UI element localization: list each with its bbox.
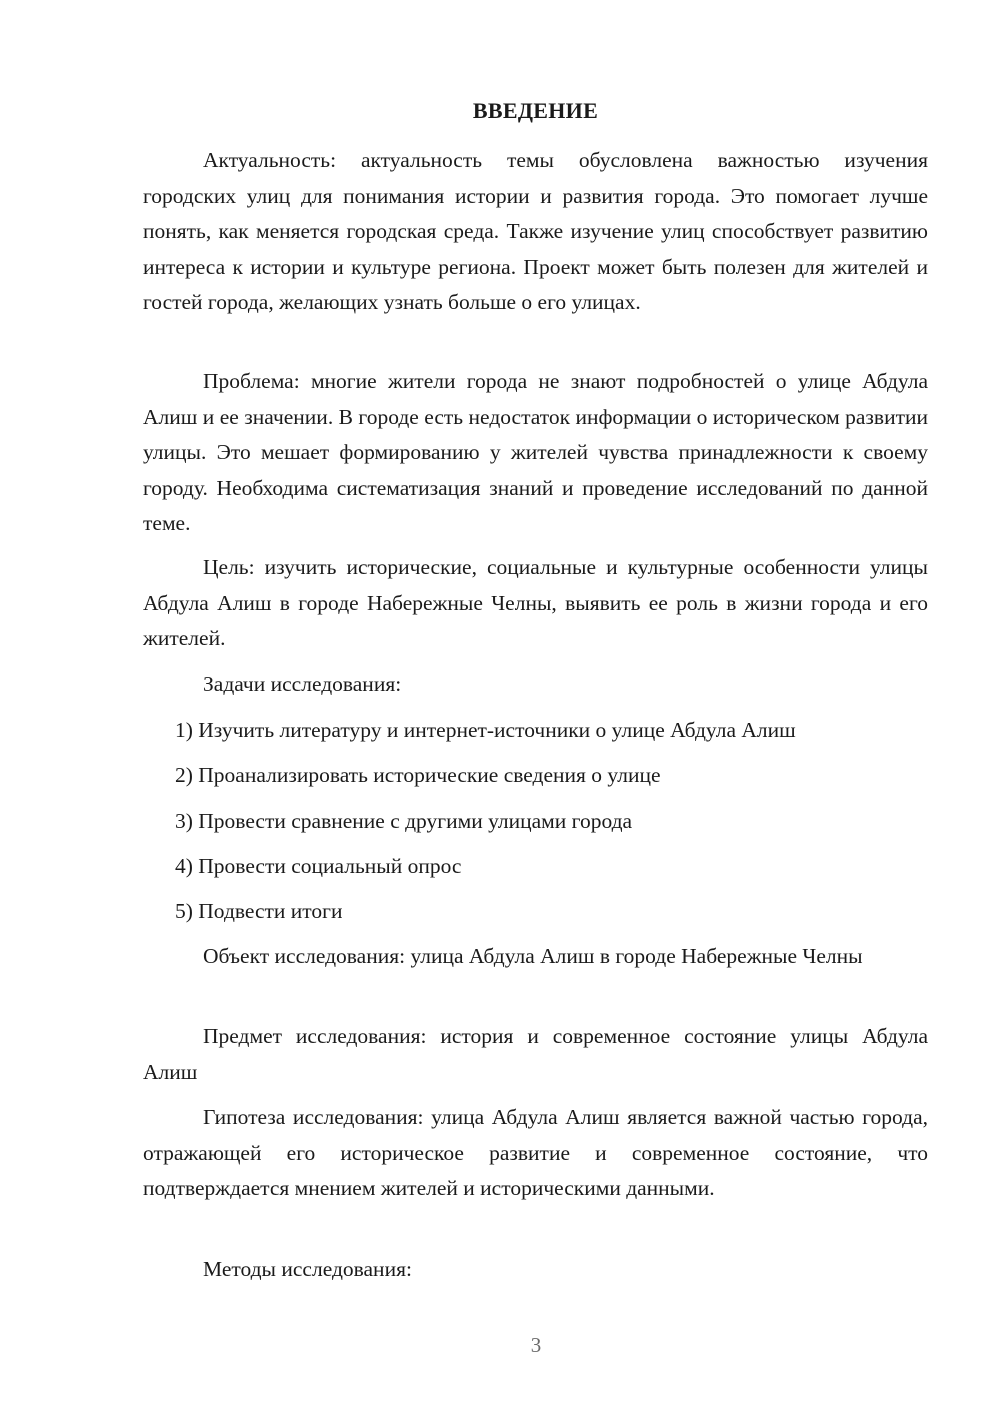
paragraph-problem: Проблема: многие жители города не знают подробностей о улице Абдула Алиш и ее значении. В городе есть недостаток информации о историческом развитии улицы. Это мешает формированию у жителей чувства принадлежности к своему городу. Необходима систематизация знаний и проведение исследований по данной теме. [143, 369, 928, 535]
page-title: ВВЕДЕНИЕ [472, 98, 599, 123]
paragraph-hypothesis: Гипотеза исследования: улица Абдула Алиш является важной частью города, отражающей его историческое развитие и современное состояние, что подтверждается мнением жителей и историческими данными. [143, 1105, 928, 1200]
page-number: 3 [530, 1333, 542, 1357]
paragraph-goal: Цель: изучить исторические, социальные и культурные особенности улицы Абдула Алиш в городе Набережные Челны, выявить ее роль в жизни города и его жителей. [143, 555, 928, 650]
task-item-4: 4) Провести социальный опрос [175, 854, 462, 878]
task-item-5: 5) Подвести итоги [175, 899, 343, 923]
paragraph-relevance: Актуальность: актуальность темы обусловлена важностью изучения городских улиц для понимания истории и развития города. Это помогает лучше понять, как меняется городская среда. Также изучение улиц способствует развитию интереса к истории и культуре региона. Проект может быть полезен для жителей и гостей города, желающих узнать больше о его улицах. [143, 148, 928, 314]
paragraph-object: Объект исследования: улица Абдула Алиш в городе Набережные Челны [203, 944, 863, 968]
task-item-1: 1) Изучить литературу и интернет-источники о улице Абдула Алиш [175, 718, 796, 742]
methods-heading: Методы исследования: [203, 1257, 412, 1281]
task-item-3: 3) Провести сравнение с другими улицами города [175, 809, 633, 833]
paragraph-subject: Предмет исследования: история и современное состояние улицы Абдула Алиш [143, 1024, 928, 1084]
tasks-heading: Задачи исследования: [203, 672, 402, 696]
task-item-2: 2) Проанализировать исторические сведения о улице [175, 763, 661, 787]
